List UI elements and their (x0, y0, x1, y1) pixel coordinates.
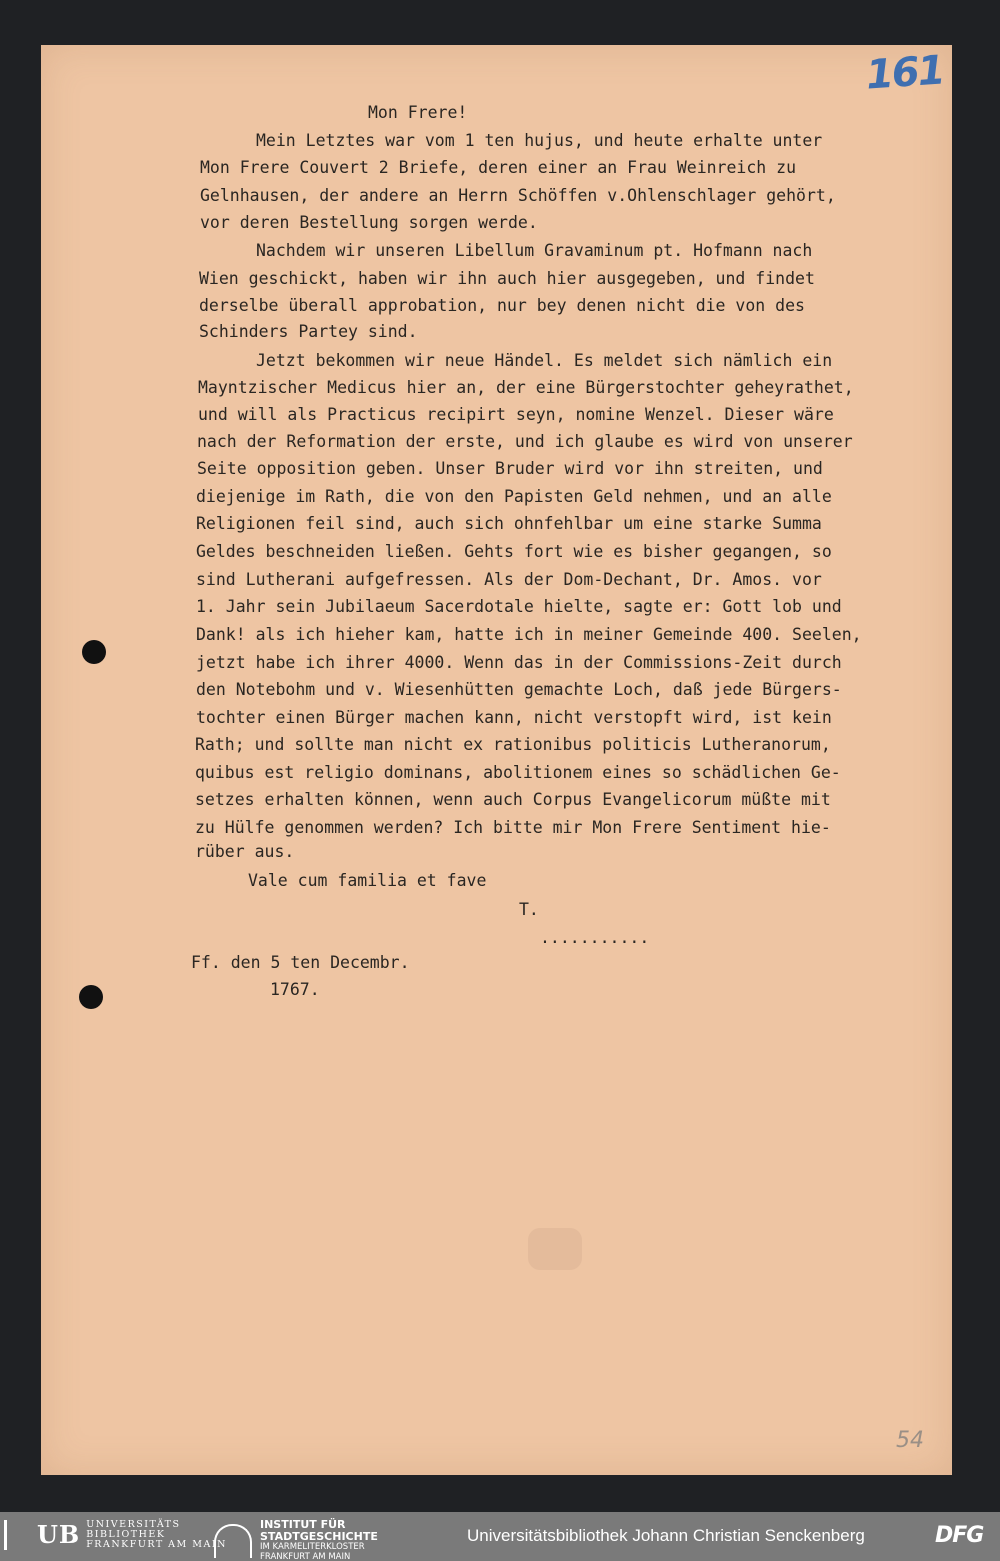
arch-icon (214, 1524, 252, 1558)
text-line: jetzt habe ich ihrer 4000. Wenn das in der Commissions-Zeit durch (196, 653, 842, 672)
text-line: Nachdem wir unseren Libellum Gravaminum pt. Hofmann nach (256, 241, 813, 260)
text-line: diejenige im Rath, die von den Papisten Geld nehmen, und an alle (196, 487, 832, 506)
text-line: Jetzt bekommen wir neue Händel. Es meldet sich nämlich ein (256, 351, 833, 370)
pencil-page-note: 54 (896, 1428, 924, 1453)
library-title: Universitätsbibliothek Johann Christian Senckenberg (467, 1526, 865, 1545)
paper-watermark (528, 1228, 582, 1270)
signature-dots: ........... (540, 928, 650, 947)
ub-logo-line: UNIVERSITÄTS (86, 1519, 181, 1530)
text-line: Gelnhausen, der andere an Herrn Schöffen v.Ohlenschlager gehört, (200, 186, 836, 205)
text-line: und will als Practicus recipirt seyn, nomine Wenzel. Dieser wäre (198, 405, 834, 424)
ub-logo-mark: UB (4, 1520, 80, 1550)
text-line: vor deren Bestellung sorgen werde. (200, 213, 538, 232)
text-line: Dank! als ich hieher kam, hatte ich in meiner Gemeinde 400. Seelen, (196, 625, 862, 644)
ub-logo-text (86, 1520, 227, 1550)
text-line: Mon Frere Couvert 2 Briefe, deren einer an Frau Weinreich zu (200, 158, 797, 177)
text-line: zu Hülfe genommen werden? Ich bitte mir Mon Frere Sentiment hie- (195, 818, 831, 837)
salutation: Mon Frere! (368, 103, 468, 122)
dfg-logo[interactable]: DFG (935, 1523, 984, 1548)
text-line: Mein Letztes war vom 1 ten hujus, und heute erhalte unter (256, 131, 823, 150)
isg-logo-line: IM KARMELITERKLOSTER (260, 1542, 365, 1552)
date-year: 1767. (270, 980, 320, 999)
footer-bar (0, 1512, 1000, 1561)
folio-number: 161 (864, 47, 946, 99)
text-line: quibus est religio dominans, abolitionem eines so schädlichen Ge- (195, 763, 841, 782)
isg-logo-line: INSTITUT FÜR (260, 1518, 346, 1531)
text-line: 1. Jahr sein Jubilaeum Sacerdotale hielte, sagte er: Gott lob und (196, 597, 842, 616)
text-line: tochter einen Bürger machen kann, nicht verstopft wird, ist kein (196, 708, 832, 727)
text-line: derselbe überall approbation, nur bey denen nicht die von des (199, 296, 805, 315)
text-line: den Notebohm und v. Wiesenhütten gemachte Loch, daß jede Bürgers- (196, 680, 842, 699)
ub-logo-line: BIBLIOTHEK (86, 1529, 166, 1540)
text-line: Religionen feil sind, auch sich ohnfehlbar um eine starke Summa (196, 514, 822, 533)
text-line: Wien geschickt, haben wir ihn auch hier ausgegeben, und findet (199, 269, 815, 288)
text-line: setzes erhalten können, wenn auch Corpus Evangelicorum müßte mit (195, 790, 831, 809)
text-line: rüber aus. (195, 842, 295, 861)
ub-logo-line: FRANKFURT AM MAIN (86, 1539, 227, 1550)
closing-line: Vale cum familia et fave (248, 871, 487, 890)
isg-logo-text (260, 1519, 378, 1561)
isg-logo[interactable] (214, 1519, 378, 1561)
text-line: sind Lutherani aufgefressen. Als der Dom-Dechant, Dr. Amos. vor (196, 570, 822, 589)
isg-logo-line: STADTGESCHICHTE (260, 1530, 378, 1543)
text-line: Rath; und sollte man nicht ex rationibus politicis Lutheranorum, (195, 735, 831, 754)
ub-logo[interactable] (4, 1520, 227, 1550)
isg-logo-line: FRANKFURT AM MAIN (260, 1551, 351, 1561)
date-place: Ff. den 5 ten Decembr. (191, 953, 410, 972)
text-line: Geldes beschneiden ließen. Gehts fort wie es bisher gegangen, so (196, 542, 832, 561)
text-line: nach der Reformation der erste, und ich glaube es wird von unserer (197, 432, 853, 451)
text-line: Schinders Partey sind. (199, 322, 418, 341)
signature-initial: T. (519, 900, 539, 919)
text-line: Mayntzischer Medicus hier an, der eine Bürgerstochter geheyrathet, (198, 378, 854, 397)
text-line: Seite opposition geben. Unser Bruder wird vor ihn streiten, und (197, 459, 823, 478)
